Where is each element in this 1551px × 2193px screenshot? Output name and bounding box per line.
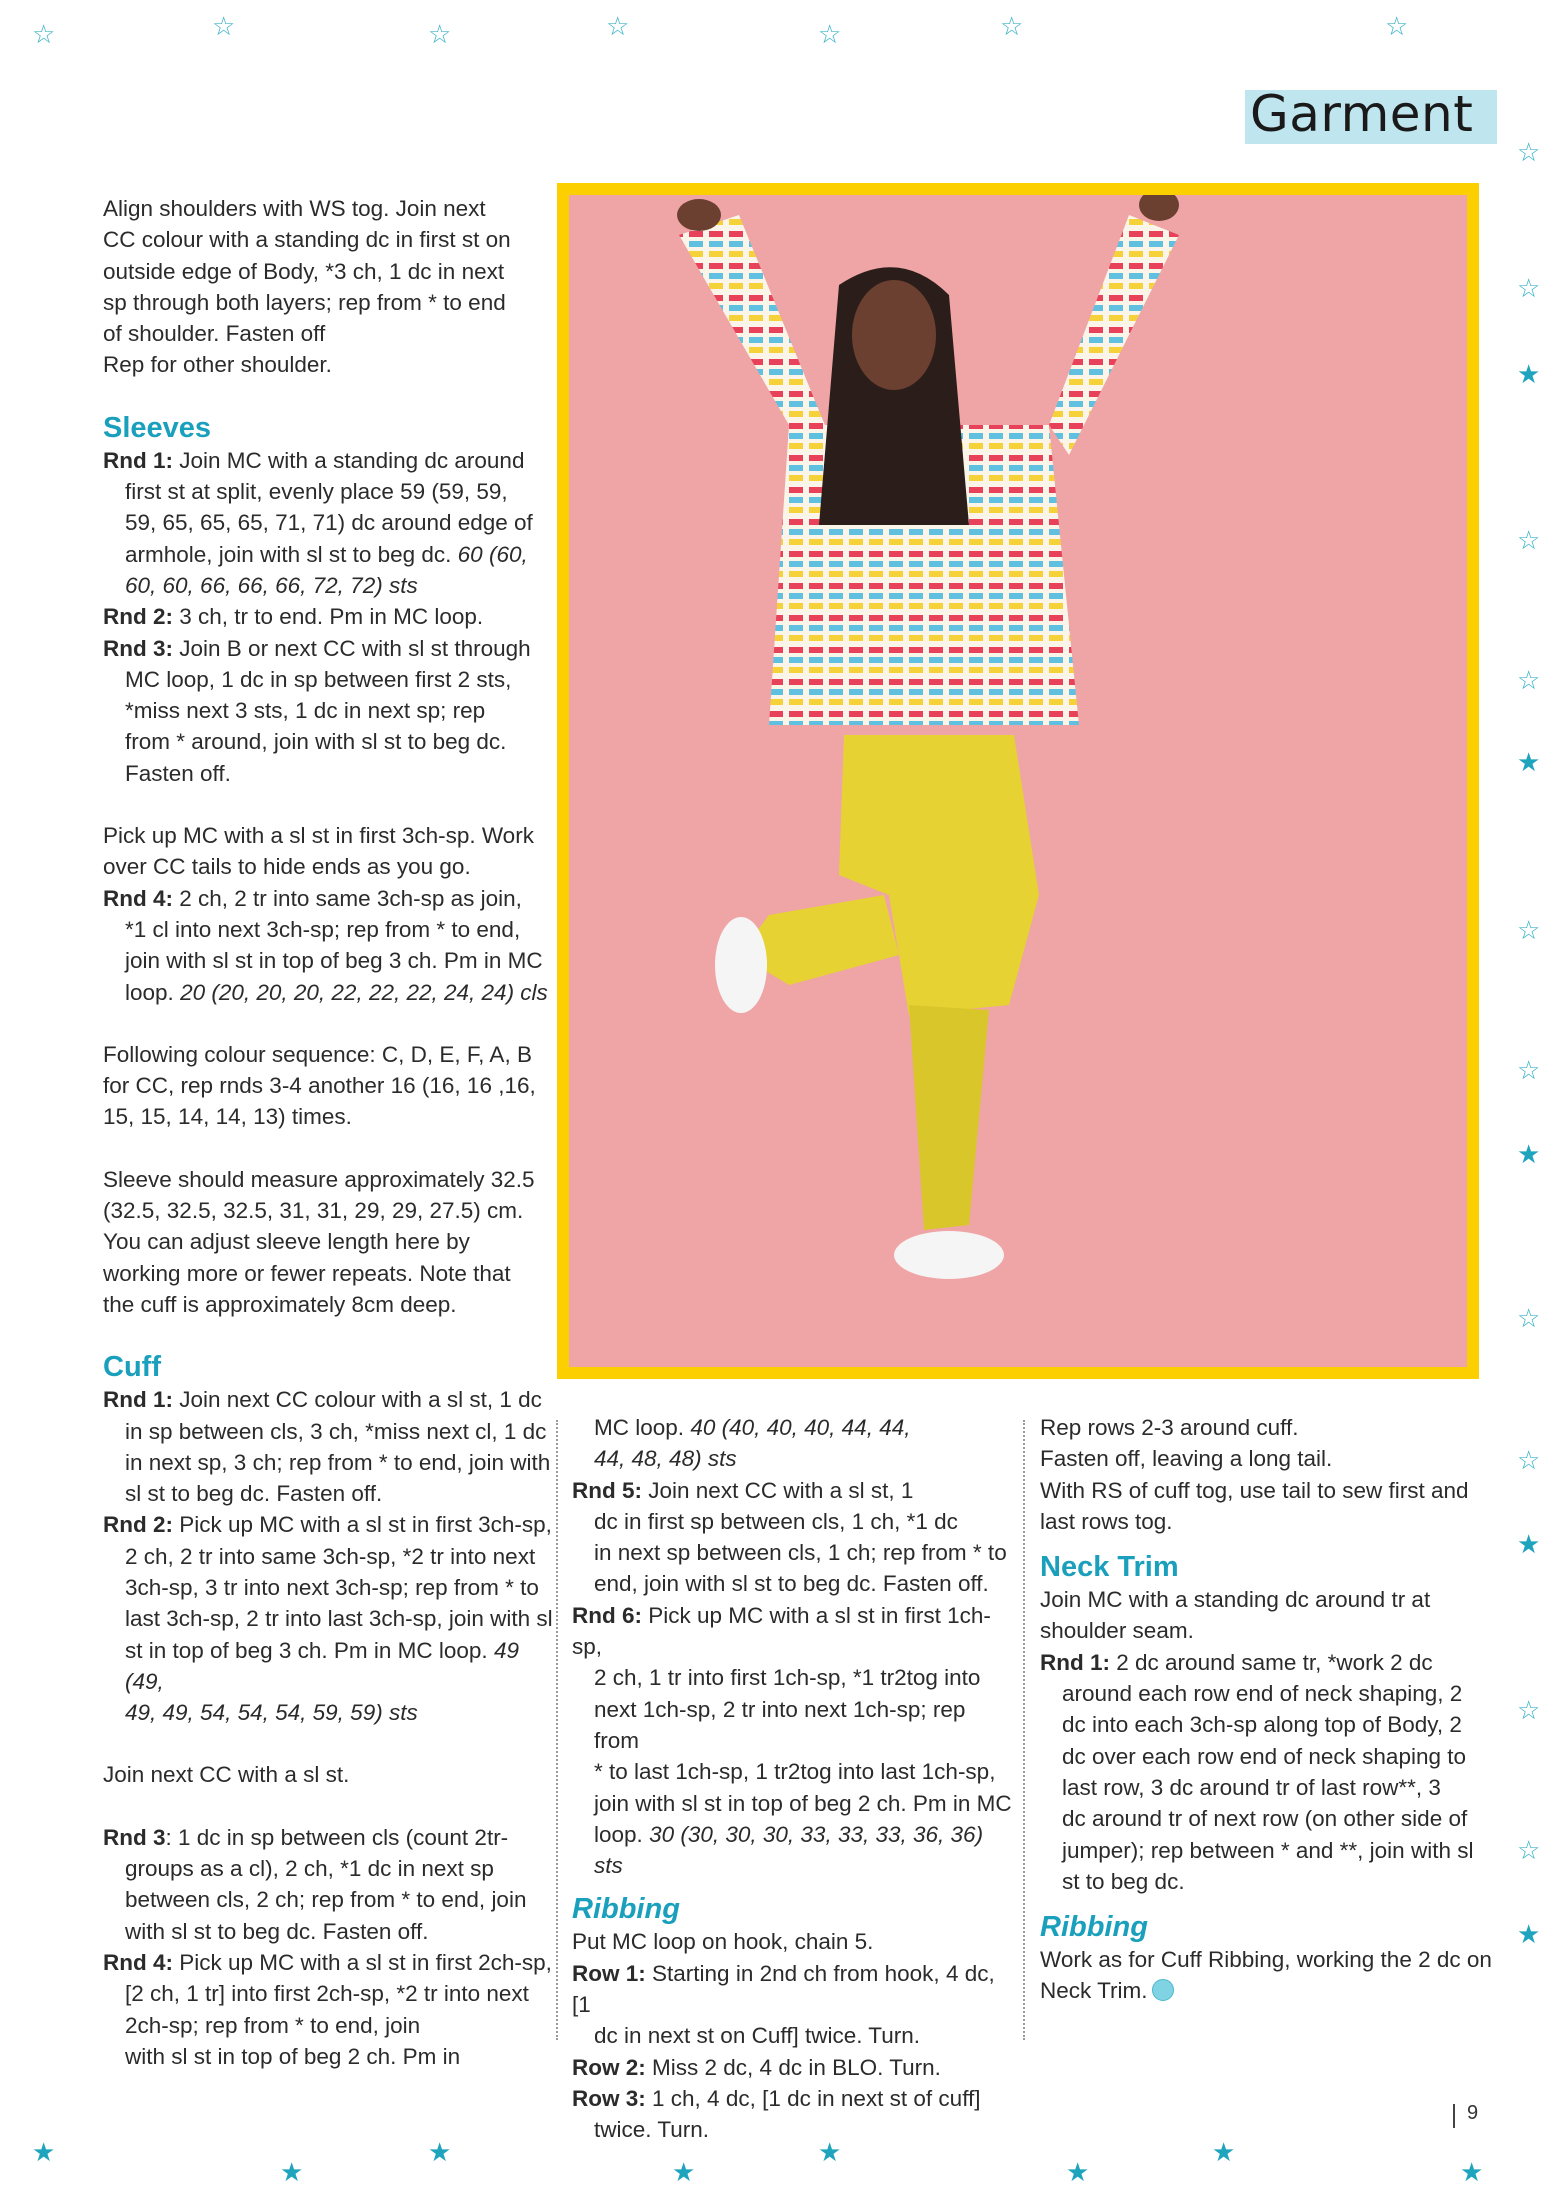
row-text: Starting in 2nd ch from hook, 4 dc, [1: [572, 1960, 995, 2018]
star-solid-icon: ★: [1517, 748, 1541, 778]
star-solid-icon: ★: [280, 2158, 304, 2188]
rnd-text: with sl st to beg dc. Fasten off.: [125, 1918, 429, 1944]
star-solid-icon: ★: [1460, 2158, 1484, 2188]
rnd-text: last 3ch-sp, 2 tr into last 3ch-sp, join with sl: [125, 1606, 553, 1632]
body-line: last rows tog.: [1040, 1508, 1173, 1534]
star-solid-icon: ★: [1212, 2138, 1236, 2168]
star-outline-icon: ☆: [1517, 1304, 1541, 1334]
star-outline-icon: ☆: [1517, 138, 1541, 168]
star-outline-icon: ☆: [1517, 1836, 1541, 1866]
column-1: [103, 193, 553, 2072]
body-line: Put MC loop on hook, chain 5.: [572, 1929, 874, 1955]
star-solid-icon: ★: [1517, 1920, 1541, 1950]
rnd-label: Rnd 4:: [103, 1949, 173, 1975]
rnd-text: loop.: [125, 979, 174, 1005]
star-solid-icon: ★: [1517, 360, 1541, 390]
model-photo: [569, 195, 1467, 1367]
body-line: Neck Trim.: [1040, 1978, 1148, 2004]
rnd-text: dc over each row end of neck shaping to: [1062, 1743, 1467, 1769]
rnd-text: 59, 65, 65, 65, 71, 71) dc around edge of: [125, 510, 533, 536]
yarn-ball-icon: [1152, 1979, 1174, 2001]
star-solid-icon: ★: [1517, 1140, 1541, 1170]
rnd-label: Rnd 5:: [572, 1477, 642, 1503]
body-line: Join next CC with a sl st.: [103, 1762, 350, 1788]
rnd-label: Rnd 6:: [572, 1602, 642, 1628]
star-solid-icon: ★: [672, 2158, 696, 2188]
star-solid-icon: ★: [1517, 1530, 1541, 1560]
rnd-text: [2 ch, 1 tr] into first 2ch-sp, *2 tr into next: [125, 1981, 529, 2007]
body-line: Following colour sequence: C, D, E, F, A, B: [103, 1041, 532, 1067]
body-line: for CC, rep rnds 3-4 another 16 (16, 16 ,16,: [103, 1073, 536, 1099]
rnd-text: in next sp, 3 ch; rep from * to end, join with: [125, 1449, 551, 1475]
star-outline-icon: ☆: [1000, 12, 1024, 42]
body-line: shoulder seam.: [1040, 1618, 1194, 1644]
ribbing-heading: Ribbing: [1040, 1911, 1148, 1944]
sleeves-heading: Sleeves: [103, 411, 212, 444]
rnd-label: Rnd 2:: [103, 604, 173, 630]
neck-trim-heading: Neck Trim: [1040, 1551, 1179, 1584]
rnd-text: 2ch-sp; rep from * to end, join: [125, 2012, 421, 2038]
body-line: Work as for Cuff Ribbing, working the 2 dc on: [1040, 1947, 1492, 1973]
rnd-text: armhole, join with sl st to beg dc.: [125, 541, 452, 567]
star-outline-icon: ☆: [1517, 916, 1541, 946]
rnd-text: dc in first sp between cls, 1 ch, *1 dc: [594, 1508, 958, 1534]
star-outline-icon: ☆: [32, 20, 56, 50]
stitch-count: 44, 48, 48) sts: [594, 1446, 737, 1472]
star-outline-icon: ☆: [1385, 12, 1409, 42]
star-solid-icon: ★: [32, 2138, 56, 2168]
body-line: 15, 15, 14, 14, 13) times.: [103, 1104, 352, 1130]
body-line: You can adjust sleeve length here by: [103, 1229, 470, 1255]
rnd-text: 2 ch, 2 tr into same 3ch-sp, *2 tr into next: [125, 1543, 536, 1569]
row-text: Miss 2 dc, 4 dc in BLO. Turn.: [652, 2054, 941, 2080]
cuff-heading: Cuff: [103, 1351, 161, 1384]
rnd-text: next 1ch-sp, 2 tr into next 1ch-sp; rep from: [594, 1696, 966, 1753]
rnd-text: *1 cl into next 3ch-sp; rep from * to end,: [125, 916, 521, 942]
star-solid-icon: ★: [428, 2138, 452, 2168]
body-line: over CC tails to hide ends as you go.: [103, 854, 471, 880]
row-text: twice. Turn.: [594, 2117, 710, 2143]
stitch-count: 60 (60,: [457, 541, 528, 567]
column-divider: [556, 1420, 558, 2040]
rnd-label: Rnd 2:: [103, 1512, 173, 1538]
star-outline-icon: ☆: [1517, 1056, 1541, 1086]
rnd-text: join with sl st in top of beg 2 ch. Pm in MC: [594, 1790, 1012, 1816]
rnd-text: in sp between cls, 3 ch, *miss next cl, 1 dc: [125, 1418, 547, 1444]
body-line: Sleeve should measure approximately 32.5: [103, 1166, 535, 1192]
intro-line: Align shoulders with WS tog. Join next: [103, 196, 486, 221]
intro-line: Rep for other shoulder.: [103, 352, 332, 378]
intro-line: outside edge of Body, *3 ch, 1 dc in next: [103, 258, 505, 284]
rnd-text: groups as a cl), 2 ch, *1 dc in next sp: [125, 1856, 494, 1882]
rnd-text: between cls, 2 ch; rep from * to end, join: [125, 1887, 527, 1913]
rnd-text: Join B or next CC with sl st through: [179, 635, 531, 661]
rnd-text: first st at split, evenly place 59 (59, 59,: [125, 479, 508, 505]
star-outline-icon: ☆: [818, 20, 842, 50]
rnd-label: Rnd 3: [103, 1824, 166, 1850]
body-line: Pick up MC with a sl st in first 3ch-sp. Work: [103, 823, 534, 849]
row-text: 1 ch, 4 dc, [1 dc in next st of cuff]: [652, 2085, 981, 2111]
rnd-text: 2 ch, 1 tr into first 1ch-sp, *1 tr2tog into: [594, 1665, 981, 1691]
rnd-text: st in top of beg 3 ch. Pm in MC loop.: [125, 1637, 488, 1663]
star-solid-icon: ★: [1066, 2158, 1090, 2188]
rnd-text: MC loop, 1 dc in sp between first 2 sts,: [125, 666, 512, 692]
rnd-text: loop.: [594, 1821, 643, 1847]
section-title: Garment: [1250, 85, 1474, 143]
model-illustration: [569, 195, 1467, 1367]
rnd-text: Join next CC with a sl st, 1: [648, 1477, 914, 1503]
rnd-text: in next sp between cls, 1 ch; rep from * to: [594, 1540, 1007, 1566]
column-2: [572, 1412, 1012, 2146]
rnd-text: from * around, join with sl st to beg dc.: [125, 729, 507, 755]
star-outline-icon: ☆: [1517, 526, 1541, 556]
rnd-text: sl st to beg dc. Fasten off.: [125, 1481, 383, 1507]
star-outline-icon: ☆: [606, 12, 630, 42]
row-label: Row 2:: [572, 2054, 646, 2080]
rnd-text: Pick up MC with a sl st in first 3ch-sp,: [179, 1512, 552, 1538]
rnd-text: around each row end of neck shaping, 2: [1062, 1681, 1463, 1707]
page-number: 9: [1467, 2102, 1479, 2124]
star-outline-icon: ☆: [1517, 1446, 1541, 1476]
body-line: working more or fewer repeats. Note that: [103, 1260, 511, 1286]
rnd-text: Pick up MC with a sl st in first 2ch-sp,: [179, 1949, 552, 1975]
rnd-label: Rnd 1:: [103, 447, 173, 473]
rnd-text: 3ch-sp, 3 tr into next 3ch-sp; rep from * to: [125, 1574, 539, 1600]
body-line: Fasten off, leaving a long tail.: [1040, 1446, 1333, 1472]
intro-line: CC colour with a standing dc in first st on: [103, 227, 511, 253]
rnd-text: dc into each 3ch-sp along top of Body, 2: [1062, 1712, 1462, 1738]
star-outline-icon: ☆: [1517, 274, 1541, 304]
stitch-count: 60, 60, 66, 66, 66, 72, 72) sts: [125, 572, 418, 598]
star-outline-icon: ☆: [428, 20, 452, 50]
rnd-text: * to last 1ch-sp, 1 tr2tog into last 1ch-sp,: [594, 1759, 996, 1785]
star-outline-icon: ☆: [1517, 1696, 1541, 1726]
body-line: the cuff is approximately 8cm deep.: [103, 1291, 457, 1317]
star-solid-icon: ★: [818, 2138, 842, 2168]
row-text: dc in next st on Cuff] twice. Turn.: [594, 2023, 920, 2049]
column-divider: [1023, 1420, 1025, 2040]
star-outline-icon: ☆: [1517, 666, 1541, 696]
rnd-text: with sl st in top of beg 2 ch. Pm in: [125, 2043, 461, 2069]
rnd-text: 3 ch, tr to end. Pm in MC loop.: [179, 604, 484, 630]
rnd-text: Join next CC colour with a sl st, 1 dc: [179, 1387, 542, 1413]
stitch-count: 49 (49,: [125, 1637, 519, 1694]
stitch-count: 49, 49, 54, 54, 54, 59, 59) sts: [125, 1700, 418, 1726]
rnd-text: 2 ch, 2 tr into same 3ch-sp as join,: [179, 885, 522, 911]
body-line: With RS of cuff tog, use tail to sew first and: [1040, 1477, 1469, 1503]
stitch-count: 20 (20, 20, 20, 22, 22, 22, 24, 24) cls: [180, 979, 548, 1005]
rnd-text: MC loop.: [594, 1415, 685, 1440]
rnd-text: jumper); rep between * and **, join with sl: [1062, 1837, 1474, 1863]
rnd-label: Rnd 1:: [1040, 1649, 1110, 1675]
body-line: Join MC with a standing dc around tr at: [1040, 1587, 1431, 1613]
rnd-text: last row, 3 dc around tr of last row**, 3: [1062, 1774, 1441, 1800]
rnd-label: Rnd 4:: [103, 885, 173, 911]
rnd-label: Rnd 1:: [103, 1387, 173, 1413]
row-label: Row 1:: [572, 1960, 646, 1986]
rnd-text: Join MC with a standing dc around: [179, 447, 525, 473]
column-3: [1040, 1412, 1495, 2007]
star-outline-icon: ☆: [212, 12, 236, 42]
page-number-divider: [1453, 2104, 1455, 2128]
stitch-count: 30 (30, 30, 30, 33, 33, 33, 36, 36) sts: [594, 1821, 984, 1879]
rnd-text: Fasten off.: [125, 760, 231, 786]
rnd-text: : 1 dc in sp between cls (count 2tr-: [165, 1824, 509, 1850]
rnd-text: *miss next 3 sts, 1 dc in next sp; rep: [125, 698, 486, 724]
rnd-label: Rnd 3:: [103, 635, 173, 661]
rnd-text: end, join with sl st to beg dc. Fasten off.: [594, 1571, 989, 1597]
rnd-text: join with sl st in top of beg 3 ch. Pm in MC: [125, 948, 543, 974]
rnd-text: st to beg dc.: [1062, 1868, 1185, 1894]
body-line: Rep rows 2-3 around cuff.: [1040, 1415, 1299, 1440]
stitch-count: 40 (40, 40, 40, 44, 44,: [690, 1415, 911, 1440]
intro-line: of shoulder. Fasten off: [103, 321, 326, 347]
row-label: Row 3:: [572, 2085, 646, 2111]
rnd-text: Pick up MC with a sl st in first 1ch-sp,: [572, 1602, 991, 1660]
rnd-text: 2 dc around same tr, *work 2 dc: [1116, 1649, 1433, 1675]
intro-line: sp through both layers; rep from * to end: [103, 289, 506, 315]
rnd-text: dc around tr of next row (on other side of: [1062, 1806, 1468, 1832]
ribbing-heading: Ribbing: [572, 1893, 680, 1926]
body-line: (32.5, 32.5, 32.5, 31, 31, 29, 29, 27.5) cm.: [103, 1198, 524, 1224]
